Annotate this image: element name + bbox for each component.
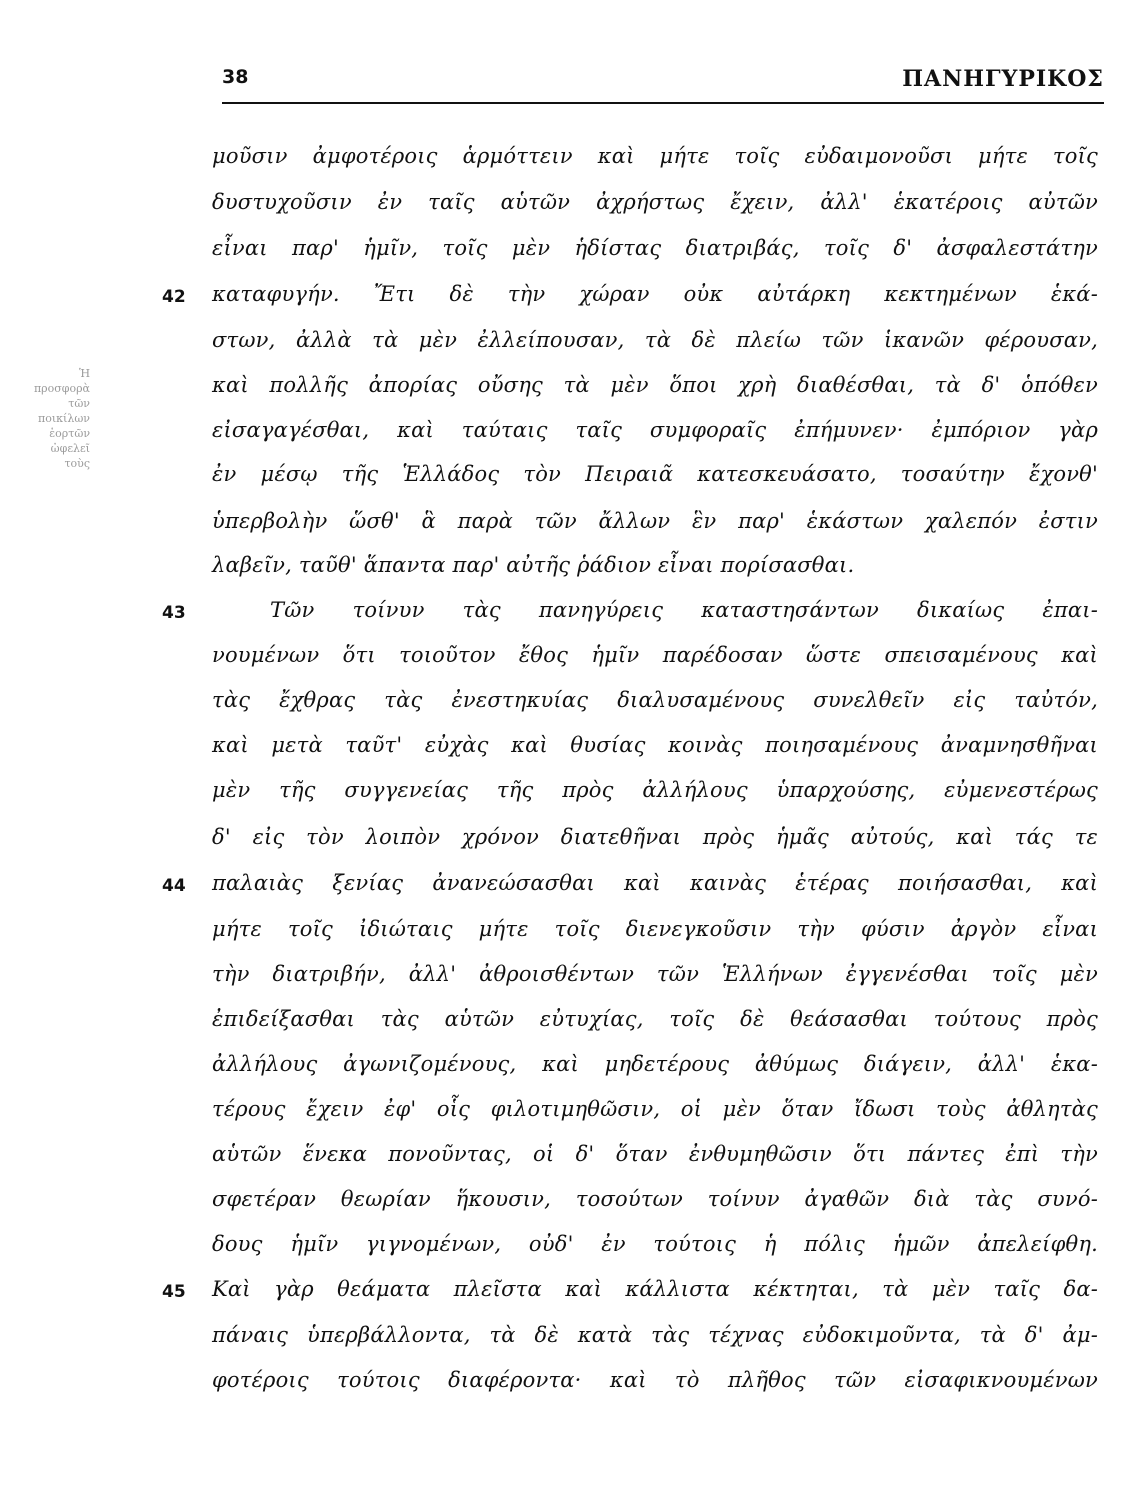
text-line: ἐν μέσῳ τῆς Ἑλλάδος τὸν Πειραιᾶ κατεσκευάσατο, τοσαύτην ἔχονθ' [212,462,1098,486]
text-line: μήτε τοῖς ἰδιώταις μήτε τοῖς διενεγκοῦσιν τὴν φύσιν ἀργὸν εἶναι [212,917,1098,941]
section-number-45: 45 [162,1282,186,1302]
section-number-42: 42 [162,287,186,307]
bleed-through-note: Ἡ προσφορὰ τῶν ποικίλων ἑορτῶν ὠφελεῖ τοὺς [33,367,90,470]
text-line: μοῦσιν ἀμφοτέροις ἁρμόττειν καὶ μήτε τοῖς εὐδαιμονοῦσι μήτε τοῖς [212,144,1098,168]
section-number-44: 44 [162,876,186,896]
text-line: λαβεῖν, ταῦθ' ἅπαντα παρ' αὐτῆς ῥάδιον εἶναι πορίσασθαι. [212,553,855,577]
running-title: ΠΑΝΗΓΥΡΙΚΟΣ [902,66,1104,92]
text-line: ὑπερβολὴν ὥσθ' ἃ παρὰ τῶν ἄλλων ἓν παρ' ἑκάστων χαλεπόν ἐστιν [212,509,1098,533]
text-line: Καὶ γὰρ θεάματα πλεῖστα καὶ κάλλιστα κέκτηται, τὰ μὲν ταῖς δα- [212,1277,1098,1301]
text-line: καταφυγήν. Ἔτι δὲ τὴν χώραν οὐκ αὐτάρκη κεκτημένων ἑκά- [212,282,1098,306]
text-line: δ' εἰς τὸν λοιπὸν χρόνον διατεθῆναι πρὸς ἡμᾶς αὐτούς, καὶ τάς τε [212,825,1098,849]
text-line: στων, ἀλλὰ τὰ μὲν ἐλλείπουσαν, τὰ δὲ πλείω τῶν ἱκανῶν φέρουσαν, [212,328,1098,352]
text-line: σφετέραν θεωρίαν ἥκουσιν, τοσούτων τοίνυν ἀγαθῶν διὰ τὰς συνό- [212,1187,1098,1211]
text-line: μὲν τῆς συγγενείας τῆς πρὸς ἀλλήλους ὑπαρχούσης, εὐμενεστέρως [212,778,1098,802]
text-line: παλαιὰς ξενίας ἀνανεώσασθαι καὶ καινὰς ἑτέρας ποιήσασθαι, καὶ [212,871,1098,895]
text-line: ἐπιδείξασθαι τὰς αὑτῶν εὐτυχίας, τοῖς δὲ θεάσασθαι τούτους πρὸς [212,1007,1098,1031]
text-line: δυστυχοῦσιν ἐν ταῖς αὑτῶν ἀχρήστως ἔχειν, ἀλλ' ἑκατέροις αὐτῶν [212,190,1098,214]
section-number-43: 43 [162,603,186,623]
text-line: καὶ μετὰ ταῦτ' εὐχὰς καὶ θυσίας κοινὰς ποιησαμένους ἀναμνησθῆναι [212,733,1098,757]
text-line: εἶναι παρ' ἡμῖν, τοῖς μὲν ἡδίστας διατριβάς, τοῖς δ' ἀσφαλεστάτην [212,236,1098,260]
text-line: δους ἡμῖν γιγνομένων, οὐδ' ἐν τούτοις ἡ πόλις ἡμῶν ἀπελείφθη. [212,1232,1098,1256]
text-line: πάναις ὑπερβάλλοντα, τὰ δὲ κατὰ τὰς τέχνας εὐδοκιμοῦντα, τὰ δ' ἀμ- [212,1323,1098,1347]
text-line: Τῶν τοίνυν τὰς πανηγύρεις καταστησάντων δικαίως ἐπαι- [270,598,1098,622]
text-line: φοτέροις τούτοις διαφέροντα· καὶ τὸ πλῆθος τῶν εἰσαφικνουμένων [212,1368,1098,1392]
text-line: εἰσαγαγέσθαι, καὶ ταύταις ταῖς συμφοραῖς ἐπήμυνεν· ἐμπόριον γὰρ [212,418,1098,442]
text-line: αὑτῶν ἕνεκα πονοῦντας, οἱ δ' ὅταν ἐνθυμηθῶσιν ὅτι πάντες ἐπὶ τὴν [212,1142,1098,1166]
text-line: τὰς ἔχθρας τὰς ἐνεστηκυίας διαλυσαμένους συνελθεῖν εἰς ταὐτόν, [212,688,1098,712]
text-line: καὶ πολλῆς ἀπορίας οὔσης τὰ μὲν ὅποι χρὴ διαθέσθαι, τὰ δ' ὁπόθεν [212,373,1098,397]
text-line: ἀλλήλους ἀγωνιζομένους, καὶ μηδετέρους ἀθύμως διάγειν, ἀλλ' ἑκα- [212,1052,1098,1076]
text-line: τέρους ἔχειν ἐφ' οἷς φιλοτιμηθῶσιν, οἱ μὲν ὅταν ἴδωσι τοὺς ἀθλητὰς [212,1097,1098,1121]
text-line: νουμένων ὅτι τοιοῦτον ἔθος ἡμῖν παρέδοσαν ὥστε σπεισαμένους καὶ [212,643,1098,667]
text-line: τὴν διατριβήν, ἀλλ' ἀθροισθέντων τῶν Ἑλλήνων ἐγγενέσθαι τοῖς μὲν [212,962,1098,986]
page-number: 38 [222,66,249,88]
